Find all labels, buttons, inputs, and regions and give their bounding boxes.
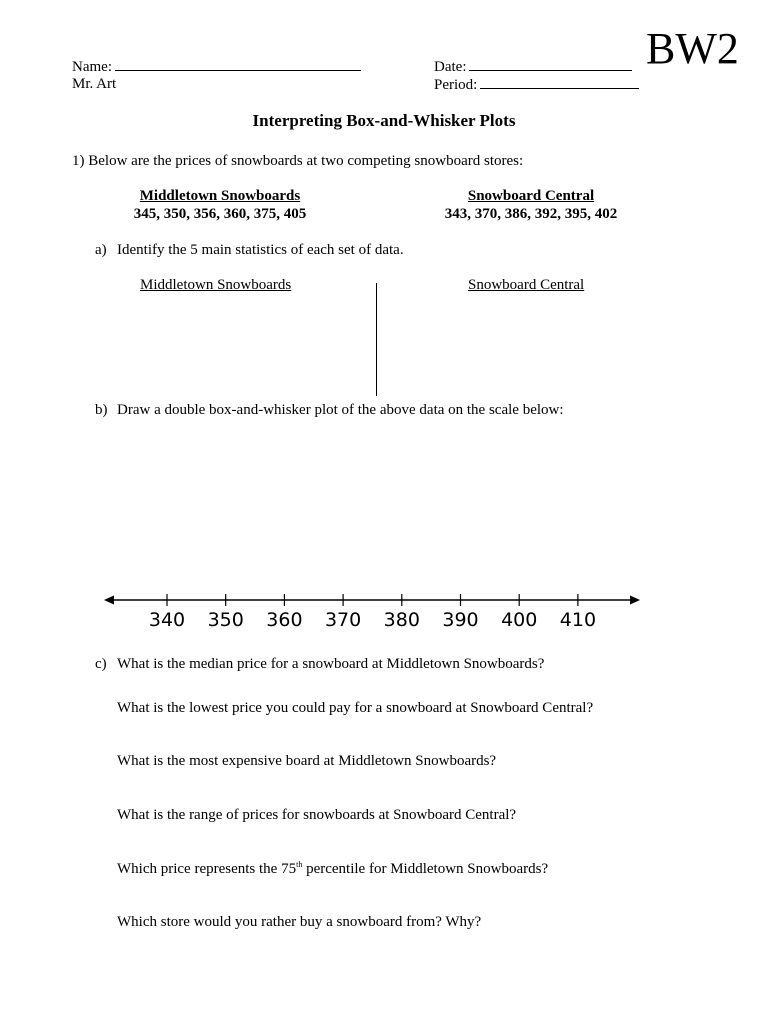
part-c-q6: Which store would you rather buy a snowboard from? Why? [117,914,482,930]
tick-label: 410 [559,609,597,631]
part-c-q5 [117,860,548,878]
tick-label: 350 [207,609,244,631]
period-blank[interactable] [480,75,639,89]
part-b-letter: b) [95,402,108,418]
store-a-block [100,187,340,223]
part-c-q5-before: Which price represents the 75 [117,861,297,877]
store-b-name: Snowboard Central [467,188,595,204]
part-b [95,401,564,419]
part-a-letter: a) [95,242,107,258]
tick-label: 400 [501,609,538,631]
right-arrow-icon [630,596,640,605]
part-c-q5-after: percentile for Middletown Snowboards? [302,861,549,877]
tick-label: 380 [383,609,420,631]
left-arrow-icon [104,596,114,605]
store-a-prices: 345, 350, 356, 360, 375, 405 [133,206,307,222]
name-blank[interactable] [115,57,361,71]
part-a [95,241,404,259]
name-field [72,57,361,76]
part-c-q1: What is the median price for a snowboard at Middletown Snowboards? [117,656,545,672]
part-a-text: Identify the 5 main statistics of each set of data. [117,242,404,258]
doc-code: BW2 [646,24,739,73]
store-b-block [420,187,642,223]
tick-label: 340 [148,609,186,631]
period-label: Period: [434,77,478,93]
period-field [434,75,639,94]
page-title: Interpreting Box-and-Whisker Plots [252,111,516,130]
part-c-q5-sup: th [296,860,303,869]
part-c-q4: What is the range of prices for snowboards at Snowboard Central? [117,807,517,823]
tick-label: 360 [266,609,303,631]
part-a-right-heading: Snowboard Central [468,277,585,293]
store-b-prices: 343, 370, 386, 392, 395, 402 [444,206,618,222]
store-a-name: Middletown Snowboards [139,188,301,204]
part-b-text: Draw a double box-and-whisker plot of the above data on the scale below: [117,402,564,418]
part-a-left-heading: Middletown Snowboards [140,277,292,293]
part-c-q3: What is the most expensive board at Middletown Snowboards? [117,753,497,769]
tick-label: 370 [324,609,362,631]
part-c-q2: What is the lowest price you could pay for a snowboard at Snowboard Central? [117,700,594,716]
part-c [95,655,544,673]
teacher-name: Mr. Art [72,76,117,92]
part-c-letter: c) [95,656,107,672]
date-field [434,57,632,76]
question-1-intro: 1) Below are the prices of snowboards at two competing snowboard stores: [72,153,524,169]
name-label: Name: [72,59,112,75]
date-label: Date: [434,59,467,75]
number-line [0,585,768,635]
date-blank[interactable] [469,57,632,71]
column-divider [376,283,377,396]
tick-label: 390 [442,609,479,631]
